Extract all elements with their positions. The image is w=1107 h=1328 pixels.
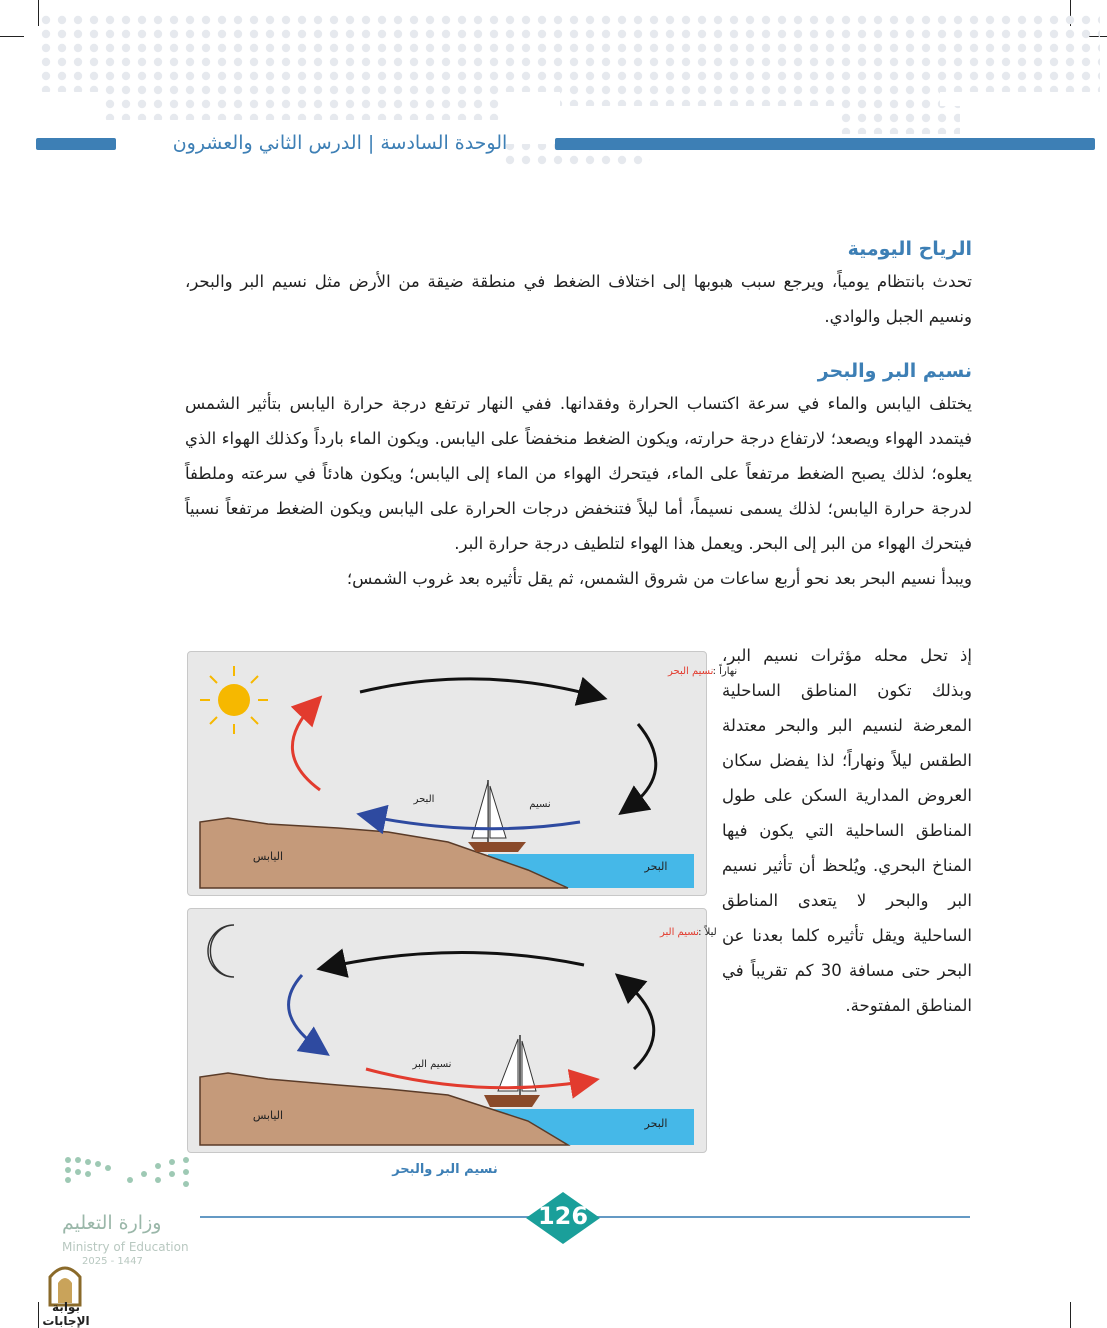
day-title-name: نسيم البحر <box>668 666 714 677</box>
page-number: 126 <box>537 1202 589 1230</box>
day-land-label: اليابس <box>252 850 284 863</box>
land-sea-breeze-section <box>185 360 972 596</box>
header-bar-left <box>36 138 116 150</box>
night-diagram <box>188 909 717 1152</box>
day-breeze-label: نسيم <box>529 799 551 810</box>
land-sea-breeze-heading: نسيم البر والبحر <box>817 360 972 382</box>
sailboat-icon <box>484 1035 540 1107</box>
svg-text:ليلاً : نسيم البر <box>659 925 717 938</box>
night-breeze-label: نسيم البر <box>412 1059 452 1070</box>
upper-air-flow-arrow <box>328 952 584 967</box>
night-land-label: اليابس <box>252 1109 284 1122</box>
descending-air-arrow <box>628 724 656 808</box>
day-sea-label: البحر <box>413 794 435 805</box>
sailboat-icon <box>468 780 526 852</box>
ministry-name-en: Ministry of Education <box>62 1240 189 1254</box>
night-title-prefix: ليلاً : <box>698 927 717 938</box>
sea-breeze-arrow <box>368 816 580 829</box>
crop-mark <box>0 36 24 37</box>
figure-night-land-breeze <box>187 908 717 1153</box>
land-sea-breeze-paragraph-2: ويبدأ نسيم البحر بعد نحو أربع ساعات من شروق الشمس، ثم يقل تأثيره بعد غروب الشمس؛ <box>346 569 972 588</box>
unit-lesson-title: الوحدة السادسة | الدرس الثاني والعشرون <box>172 132 508 154</box>
land-sea-breeze-paragraph: يختلف اليابس والماء في سرعة اكتساب الحرارة وفقدانها. ففي النهار ترتفع درجة حرارة اليابس بتأثير الشمس فيتمدد الهواء ويصعد؛ لارتفاع درجة حرارته، ويكون الضغط منخفضاً على اليابس. ويكون الماء بارداً وكذلك الهواء الذي يعلوه؛ لذلك يصبح الضغط مرتفعاً على الماء، فيتحرك الهواء من الماء إلى اليابس؛ ويكون هادئاً في سرعته وملطفاً لدرجة حرارة اليابس؛ لذلك يسمى نسيماً، أما ليلاً فتنخفض درجات الحرارة على اليابس ويكون الضغط مرتفعاً نسبياً فيتحرك الهواء من البر إلى البحر. ويعمل هذا الهواء لتلطيف درجة حرارة البر. <box>185 394 972 553</box>
land-breeze-arrow <box>366 1069 588 1088</box>
rising-air-arrow <box>624 981 654 1069</box>
night-water-label: البحر <box>644 1117 668 1130</box>
descending-air-arrow <box>289 975 320 1049</box>
figure-caption: نسيم البر والبحر <box>392 1162 498 1177</box>
day-title-prefix: نهاراً : <box>712 666 738 677</box>
crop-mark <box>1070 1302 1071 1328</box>
daily-winds-paragraph: تحدث بانتظام يومياً، ويرجع سبب هبوبها إلى اختلاف الضغط في منطقة ضيقة من الأرض مثل نسيم البر والبحر، ونسيم الجبل والوادي. <box>185 272 972 326</box>
moon-icon <box>208 925 234 977</box>
header-bar-right <box>555 138 1095 150</box>
ministry-name-ar: وزارة التعليم <box>62 1212 162 1234</box>
side-text: إذ تحل محله مؤثرات نسيم البر، وبذلك تكون المناطق الساحلية المعرضة لنسيم البر والبحر معتدلة الطقس ليلاً ونهاراً؛ لذا يفضل سكان العروض المدارية السكن على طول المناطق الساحلية التي يكون فيها المناخ البحري. ويُلحظ أن تأثير نسيم البر والبحر لا يتعدى المناطق الساحلية ويقل تأثيره كلما بعدنا عن البحر حتى مسافة 30 كم تقريباً في المناطق المفتوحة. <box>722 646 972 1015</box>
upper-air-flow-arrow <box>360 679 596 696</box>
edition-year: 2025 - 1447 <box>82 1256 143 1267</box>
day-diagram <box>188 652 738 895</box>
day-water-label: البحر <box>644 860 668 873</box>
daily-winds-section <box>185 238 972 334</box>
figure-day-sea-breeze <box>187 651 738 896</box>
sun-icon <box>200 666 268 734</box>
page-number-badge <box>518 1190 608 1246</box>
night-title-name: نسيم البر <box>660 927 699 938</box>
answers-portal-label: بوابة الإجابات <box>42 1300 90 1328</box>
rising-air-arrow <box>292 704 320 790</box>
crop-mark <box>38 0 39 26</box>
daily-winds-heading: الرياح اليومية <box>847 238 972 260</box>
